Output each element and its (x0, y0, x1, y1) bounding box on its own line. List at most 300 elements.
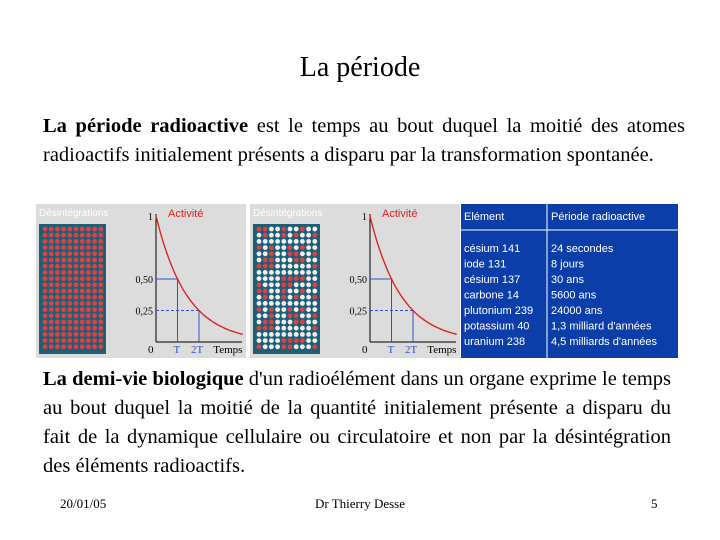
atom-dot (67, 227, 72, 232)
atom-dot (275, 289, 280, 294)
atom-dot (86, 245, 91, 250)
atom-dot (269, 320, 274, 325)
atom-dot (80, 344, 85, 349)
atom-dot (294, 326, 299, 331)
table-header-period: Période radioactive (551, 211, 646, 223)
atom-dot (74, 227, 79, 232)
atom-dot (257, 326, 262, 331)
atom-dot (294, 258, 299, 263)
atom-dot (288, 320, 293, 325)
atom-dot (281, 270, 286, 275)
atom-dot (288, 301, 293, 306)
atom-dot (61, 251, 66, 256)
atom-dot (98, 344, 103, 349)
atom-dot (263, 258, 268, 263)
atom-dot (55, 326, 60, 331)
atom-dot (269, 301, 274, 306)
atom-dot (43, 264, 48, 269)
atom-dot (263, 320, 268, 325)
atom-dot (55, 251, 60, 256)
atom-dot (43, 258, 48, 263)
atom-dot (80, 332, 85, 337)
atom-dot (80, 270, 85, 275)
atom-dot (312, 289, 317, 294)
atom-dot (312, 264, 317, 269)
atom-dot (61, 301, 66, 306)
atom-dot (288, 282, 293, 287)
atom-dot (92, 338, 97, 343)
atom-dot (80, 276, 85, 281)
atom-dot (67, 332, 72, 337)
atom-dot (61, 307, 66, 312)
atom-dot (67, 270, 72, 275)
atom-dot (257, 245, 262, 250)
atom-dot (288, 326, 293, 331)
table-cell-period: 1,3 milliard d'années (551, 320, 652, 333)
atom-dot (80, 227, 85, 232)
atom-dot (49, 282, 54, 287)
atom-dot (300, 282, 305, 287)
atom-dot (288, 258, 293, 263)
atom-dot (67, 338, 72, 343)
atom-dot (55, 301, 60, 306)
atom-dot (257, 233, 262, 238)
atom-dot (275, 233, 280, 238)
table-cell-element: iode 131 (464, 258, 507, 271)
atom-dot (49, 251, 54, 256)
atom-dot (257, 276, 262, 281)
atom-dot (294, 282, 299, 287)
atom-dot (49, 270, 54, 275)
atom-dot (61, 282, 66, 287)
atom-dot (257, 332, 262, 337)
atom-dot (98, 313, 103, 318)
atom-dot (263, 344, 268, 349)
atom-dot (61, 326, 66, 331)
data-point (455, 333, 457, 335)
atom-dot (257, 313, 262, 318)
atom-dot (312, 282, 317, 287)
atom-dot (98, 332, 103, 337)
y-tick-label: 1 (148, 212, 153, 223)
atom-dot (294, 270, 299, 275)
atom-dot (294, 320, 299, 325)
atom-dot (80, 264, 85, 269)
atom-dot (43, 282, 48, 287)
atom-dot (269, 338, 274, 343)
table-cell-element: césium 137 (464, 274, 521, 286)
atom-dot (67, 344, 72, 349)
atom-dot (55, 276, 60, 281)
atom-dot (275, 270, 280, 275)
atom-dot (306, 301, 311, 306)
table-cell-period: 30 ans (551, 274, 585, 286)
atom-dot (275, 258, 280, 263)
atom-dot (86, 258, 91, 263)
atom-dot (269, 313, 274, 318)
atom-dot (61, 332, 66, 337)
atom-dot (67, 282, 72, 287)
atom-dot (98, 251, 103, 256)
atom-dot (312, 326, 317, 331)
atom-dot (49, 332, 54, 337)
atom-dot (275, 295, 280, 300)
atom-dot (263, 239, 268, 244)
atom-dot (294, 307, 299, 312)
atom-dot (49, 258, 54, 263)
atom-dot (300, 245, 305, 250)
atom-dot (92, 320, 97, 325)
atom-dot (61, 239, 66, 244)
table-cell-element: potassium 40 (464, 320, 530, 333)
atom-dot (55, 282, 60, 287)
atom-dot (263, 301, 268, 306)
atom-dot (300, 276, 305, 281)
atom-dot (61, 295, 66, 300)
table-cell-period: 4,5 milliards d'années (551, 336, 658, 348)
atom-dot (263, 233, 268, 238)
atom-dot (80, 301, 85, 306)
atom-dot (263, 332, 268, 337)
atom-dot (92, 270, 97, 275)
atom-dot (300, 338, 305, 343)
data-point (187, 297, 189, 299)
atom-dot (300, 227, 305, 232)
atom-dot (269, 344, 274, 349)
atom-dot (269, 282, 274, 287)
atom-dot (74, 338, 79, 343)
atom-dot (74, 307, 79, 312)
atom-dot (49, 344, 54, 349)
atom-dot (86, 332, 91, 337)
atom-dot (294, 239, 299, 244)
panel-2-label: Désintégrations (253, 208, 323, 219)
atom-dot (86, 233, 91, 238)
atom-dot (49, 307, 54, 312)
atom-dot (288, 245, 293, 250)
decay-figure (36, 204, 678, 358)
atom-dot (43, 227, 48, 232)
atom-dot (43, 332, 48, 337)
atom-dot (257, 282, 262, 287)
atom-dot (300, 307, 305, 312)
atom-dot (61, 320, 66, 325)
atom-dot (257, 301, 262, 306)
atom-dot (300, 320, 305, 325)
atom-dot (263, 276, 268, 281)
atom-dot (269, 239, 274, 244)
atom-dot (281, 344, 286, 349)
atom-dot (288, 344, 293, 349)
table-cell-element: plutonium 239 (464, 305, 534, 317)
atom-dot (55, 264, 60, 269)
atom-dot (257, 295, 262, 300)
atom-dot (43, 338, 48, 343)
atom-dot (312, 301, 317, 306)
atom-dot (257, 307, 262, 312)
atom-dot (43, 245, 48, 250)
atom-dot (275, 332, 280, 337)
atom-dot (312, 332, 317, 337)
atom-dot (269, 276, 274, 281)
atom-dot (61, 344, 66, 349)
atom-dot (281, 258, 286, 263)
atom-dot (43, 295, 48, 300)
atom-dot (67, 326, 72, 331)
atom-dot (49, 338, 54, 343)
atom-dot (67, 233, 72, 238)
atom-dot (86, 239, 91, 244)
atom-dot (269, 227, 274, 232)
atom-dot (281, 338, 286, 343)
atom-dot (263, 264, 268, 269)
atom-dot (281, 282, 286, 287)
data-point (369, 215, 371, 217)
data-point (230, 330, 232, 332)
x-tick-label: 0 (148, 344, 154, 356)
atom-dot (275, 251, 280, 256)
data-point (220, 325, 222, 327)
atom-dot (269, 289, 274, 294)
atom-dot (263, 227, 268, 232)
atom-dot (55, 320, 60, 325)
table-cell-element: césium 141 (464, 243, 521, 255)
atom-dot (257, 338, 262, 343)
y-tick-label: 0,25 (135, 306, 153, 318)
atom-dot (312, 320, 317, 325)
atom-dot (86, 251, 91, 256)
atom-dot (92, 289, 97, 294)
atom-dot (281, 301, 286, 306)
data-point (401, 297, 403, 299)
atom-dot (306, 258, 311, 263)
atom-dot (92, 233, 97, 238)
atom-dot (281, 332, 286, 337)
atom-dot (300, 239, 305, 244)
atom-dot (294, 344, 299, 349)
atom-dot (98, 233, 103, 238)
atom-dot (98, 338, 103, 343)
atom-dot (300, 233, 305, 238)
atom-dot (281, 313, 286, 318)
atom-dot (61, 338, 66, 343)
atom-dot (288, 270, 293, 275)
atom-dot (294, 245, 299, 250)
atom-dot (55, 289, 60, 294)
atom-dot (269, 264, 274, 269)
atom-dot (80, 307, 85, 312)
atom-dot (80, 289, 85, 294)
atom-dot (86, 320, 91, 325)
atom-dot (288, 313, 293, 318)
atom-dot (300, 301, 305, 306)
atom-dot (92, 313, 97, 318)
atom-dot (43, 313, 48, 318)
atom-dot (281, 307, 286, 312)
atom-dot (288, 264, 293, 269)
atom-dot (269, 326, 274, 331)
atom-dot (300, 289, 305, 294)
atom-dot (275, 301, 280, 306)
atom-dot (300, 270, 305, 275)
data-point (434, 325, 436, 327)
atom-dot (55, 295, 60, 300)
slide-title: La période (299, 52, 421, 83)
atom-dot (74, 239, 79, 244)
atom-dot (281, 239, 286, 244)
atom-dot (306, 344, 311, 349)
atom-dot (275, 245, 280, 250)
atom-dot (80, 282, 85, 287)
atom-dot (281, 264, 286, 269)
atom-dot (288, 295, 293, 300)
atom-dot (86, 227, 91, 232)
atom-dot (263, 251, 268, 256)
atom-dot (281, 289, 286, 294)
atom-dot (49, 301, 54, 306)
atom-dot (257, 258, 262, 263)
atom-dot (74, 344, 79, 349)
atom-dot (49, 289, 54, 294)
atom-dot (98, 320, 103, 325)
atom-dot (86, 344, 91, 349)
atom-dot (74, 233, 79, 238)
atom-dot (49, 320, 54, 325)
definition-radioactive-period: est le temps au bout duquel la moitié des atomes radioactifs initialement présents a disparu par la transformation spontanée. (43, 115, 685, 166)
x-tick-label: 2T (191, 344, 204, 356)
atom-dot (288, 332, 293, 337)
atom-dot (275, 239, 280, 244)
data-point (209, 319, 211, 321)
atom-dot (306, 270, 311, 275)
atom-dot (67, 313, 72, 318)
atom-dot (80, 338, 85, 343)
atom-dot (86, 289, 91, 294)
atom-dot (61, 233, 66, 238)
atom-dot (281, 295, 286, 300)
atom-dot (306, 320, 311, 325)
atom-dot (92, 326, 97, 331)
atom-dot (92, 264, 97, 269)
paragraph-biological-half-life (43, 365, 671, 481)
atom-dot (43, 344, 48, 349)
data-point (177, 278, 179, 280)
atom-dot (288, 239, 293, 244)
atom-dot (80, 320, 85, 325)
table-cell-period: 8 jours (551, 258, 585, 271)
atom-dot (43, 233, 48, 238)
atom-dot (269, 270, 274, 275)
atom-dot (55, 270, 60, 275)
atom-dot (80, 326, 85, 331)
atom-dot (74, 320, 79, 325)
atom-dot (67, 251, 72, 256)
x-tick-label: T (387, 344, 395, 356)
atom-dot (294, 338, 299, 343)
atom-dot (263, 289, 268, 294)
atom-dot (67, 245, 72, 250)
atom-dot (306, 239, 311, 244)
atom-dot (74, 332, 79, 337)
atom-dot (80, 258, 85, 263)
atom-dot (312, 258, 317, 263)
data-point (198, 310, 200, 312)
atom-dot (306, 227, 311, 232)
atom-dot (67, 307, 72, 312)
atom-dot (86, 264, 91, 269)
x-tick-label: 2T (405, 344, 418, 356)
atom-dot (306, 276, 311, 281)
atom-dot (55, 227, 60, 232)
atom-dot (74, 276, 79, 281)
atom-dot (263, 295, 268, 300)
atom-dot (61, 227, 66, 232)
atom-dot (306, 307, 311, 312)
atom-dot (67, 264, 72, 269)
atom-dot (281, 233, 286, 238)
atom-dot (92, 332, 97, 337)
table-header-element: Elément (464, 211, 505, 223)
atom-dot (281, 245, 286, 250)
chart-title: Activité (168, 208, 204, 220)
atom-dot (61, 289, 66, 294)
atom-dot (281, 326, 286, 331)
atom-dot (263, 326, 268, 331)
atom-dot (263, 282, 268, 287)
half-life-table (461, 204, 678, 358)
x-tick-label: 0 (362, 344, 368, 356)
atom-dot (80, 233, 85, 238)
atom-dot (55, 344, 60, 349)
atom-dot (67, 301, 72, 306)
atom-dot (294, 332, 299, 337)
atom-dot (312, 295, 317, 300)
y-tick-label: 0,50 (135, 275, 153, 286)
atom-dot (288, 307, 293, 312)
atom-dot (80, 251, 85, 256)
atom-dot (281, 276, 286, 281)
atom-dot (55, 338, 60, 343)
atom-dot (43, 320, 48, 325)
atom-dot (300, 251, 305, 256)
table-cell-period: 5600 ans (551, 289, 597, 302)
atom-dot (306, 264, 311, 269)
atom-dot (288, 227, 293, 232)
atom-dot (74, 289, 79, 294)
atom-dot (74, 258, 79, 263)
data-point (423, 319, 425, 321)
atom-dot (98, 282, 103, 287)
data-point (241, 333, 243, 335)
atom-dot (92, 344, 97, 349)
atom-dot (312, 344, 317, 349)
atom-dot (312, 276, 317, 281)
atom-dot (67, 276, 72, 281)
atom-dot (98, 276, 103, 281)
atom-dot (288, 251, 293, 256)
atom-dot (294, 276, 299, 281)
atom-dot (269, 332, 274, 337)
atom-dot (294, 251, 299, 256)
atom-dot (294, 227, 299, 232)
data-point (155, 215, 157, 217)
atom-dot (55, 233, 60, 238)
atom-dot (55, 313, 60, 318)
atom-dot (306, 338, 311, 343)
data-point (380, 252, 382, 254)
atom-dot (312, 307, 317, 312)
data-point (391, 278, 393, 280)
